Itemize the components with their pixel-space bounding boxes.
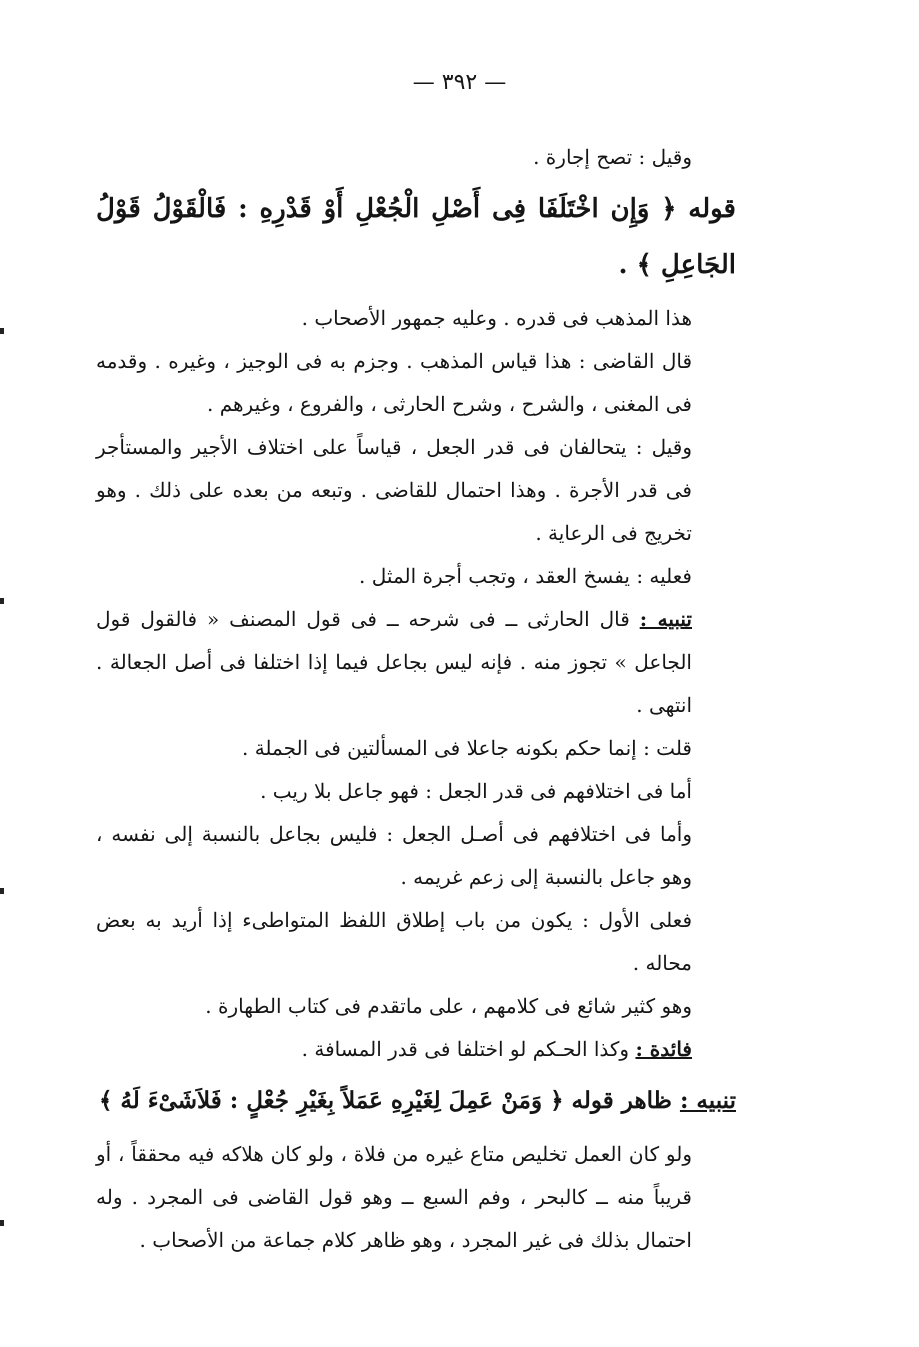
benefit-label: فائدة : [635,1037,692,1061]
paragraph [96,1133,736,1262]
paragraph [96,136,736,179]
scan-edge-mark [0,598,4,604]
paragraph [96,985,736,1028]
scan-edge-mark [0,888,4,894]
scan-edge-mark [0,1220,4,1226]
paragraph [96,598,736,727]
paragraph-text: هذا المذهب فى قدره . وعليه جمهور الأصحاب . [301,306,692,330]
paragraph [96,1028,736,1071]
paragraph-text: وكذا الحـكم لو اختلفا فى قدر المسافة . [301,1037,630,1061]
paragraph-text: قال القاضى : هذا قياس المذهب . وجزم به فى الوجيز ، وغيره . وقدمه فى المغنى ، والشرح ، وشرح الحارثى ، والفروع ، وغيرهم . [96,349,692,416]
paragraph-text: قال الحارثى ــ فى شرحه ــ فى قول المصنف « فالقول قول الجاعل » تجوز منه . فإنه ليس بجاعل فيما إذا اختلفا فى أصل الجعالة . انتهى . [96,607,692,717]
paragraph [96,770,736,813]
paragraph-text: فعليه : يفسخ العقد ، وتجب أجرة المثل . [359,564,692,588]
paragraph-text: وقيل : تصح إجارة . [533,145,692,169]
quoted-heading [96,1073,736,1129]
heading-text: ظاهر قوله ﴿ وَمَنْ عَمِلَ لِغَيْرِهِ عَمَلاً بِغَيْرِ جُعْلٍ : فَلاَشَىْءَ لَهُ ﴾ [98,1087,672,1114]
paragraph [96,426,736,555]
note-label: تنبيه : [639,607,692,631]
paragraph-text: ولو كان العمل تخليص متاع غيره من فلاة ، ولو كان هلاكه فيه محققاً ، أو قريباً منه ــ كالبحر ، وفم السبع ــ وهو قول القاضى فى المجرد . وله احتمال بذلك فى غير المجرد ، وهو ظاهر كلام جماعة من الأصحاب . [96,1142,692,1252]
paragraph [96,297,736,340]
paragraph [96,340,736,426]
paragraph [96,555,736,598]
paragraph-text: وأما فى اختلافهم فى أصـل الجعل : فليس بجاعل بالنسبة إلى نفسه ، وهو جاعل بالنسبة إلى زعم غريمه . [96,822,692,889]
scan-edge-mark [0,328,4,334]
text-body [96,136,736,1262]
note-label: تنبيه : [679,1087,736,1114]
page-number: — ٣٩٢ — [412,70,507,95]
paragraph-text: فعلى الأول : يكون من باب إطلاق اللفظ المتواطىء إذا أريد به بعض محاله . [96,908,692,975]
heading-lead: قوله [688,194,736,224]
paragraph-text: وقيل : يتحالفان فى قدر الجعل ، قياساً على اختلاف الأجير والمستأجر فى قدر الأجرة . وهذا احتمال للقاضى . وتبعه من بعده على ذلك . وهو تخريج فى الرعاية . [96,435,692,545]
quoted-heading [96,181,736,293]
paragraph [96,813,736,899]
paragraph [96,727,736,770]
paragraph-text: أما فى اختلافهم فى قدر الجعل : فهو جاعل بلا ريب . [260,779,692,803]
paragraph [96,899,736,985]
heading-text: ﴿ وَإِن اخْتَلَفَا فِى أَصْلِ الْجُعْلِ أَوْ قَدْرِهِ : فَالْقَوْلُ قَوْلُ الجَاعِلِ ﴾ . [96,194,736,280]
paragraph-text: قلت : إنما حكم بكونه جاعلا فى المسألتين فى الجملة . [241,736,692,760]
paragraph-text: وهو كثير شائع فى كلامهم ، على ماتقدم فى كتاب الطهارة . [205,994,692,1018]
